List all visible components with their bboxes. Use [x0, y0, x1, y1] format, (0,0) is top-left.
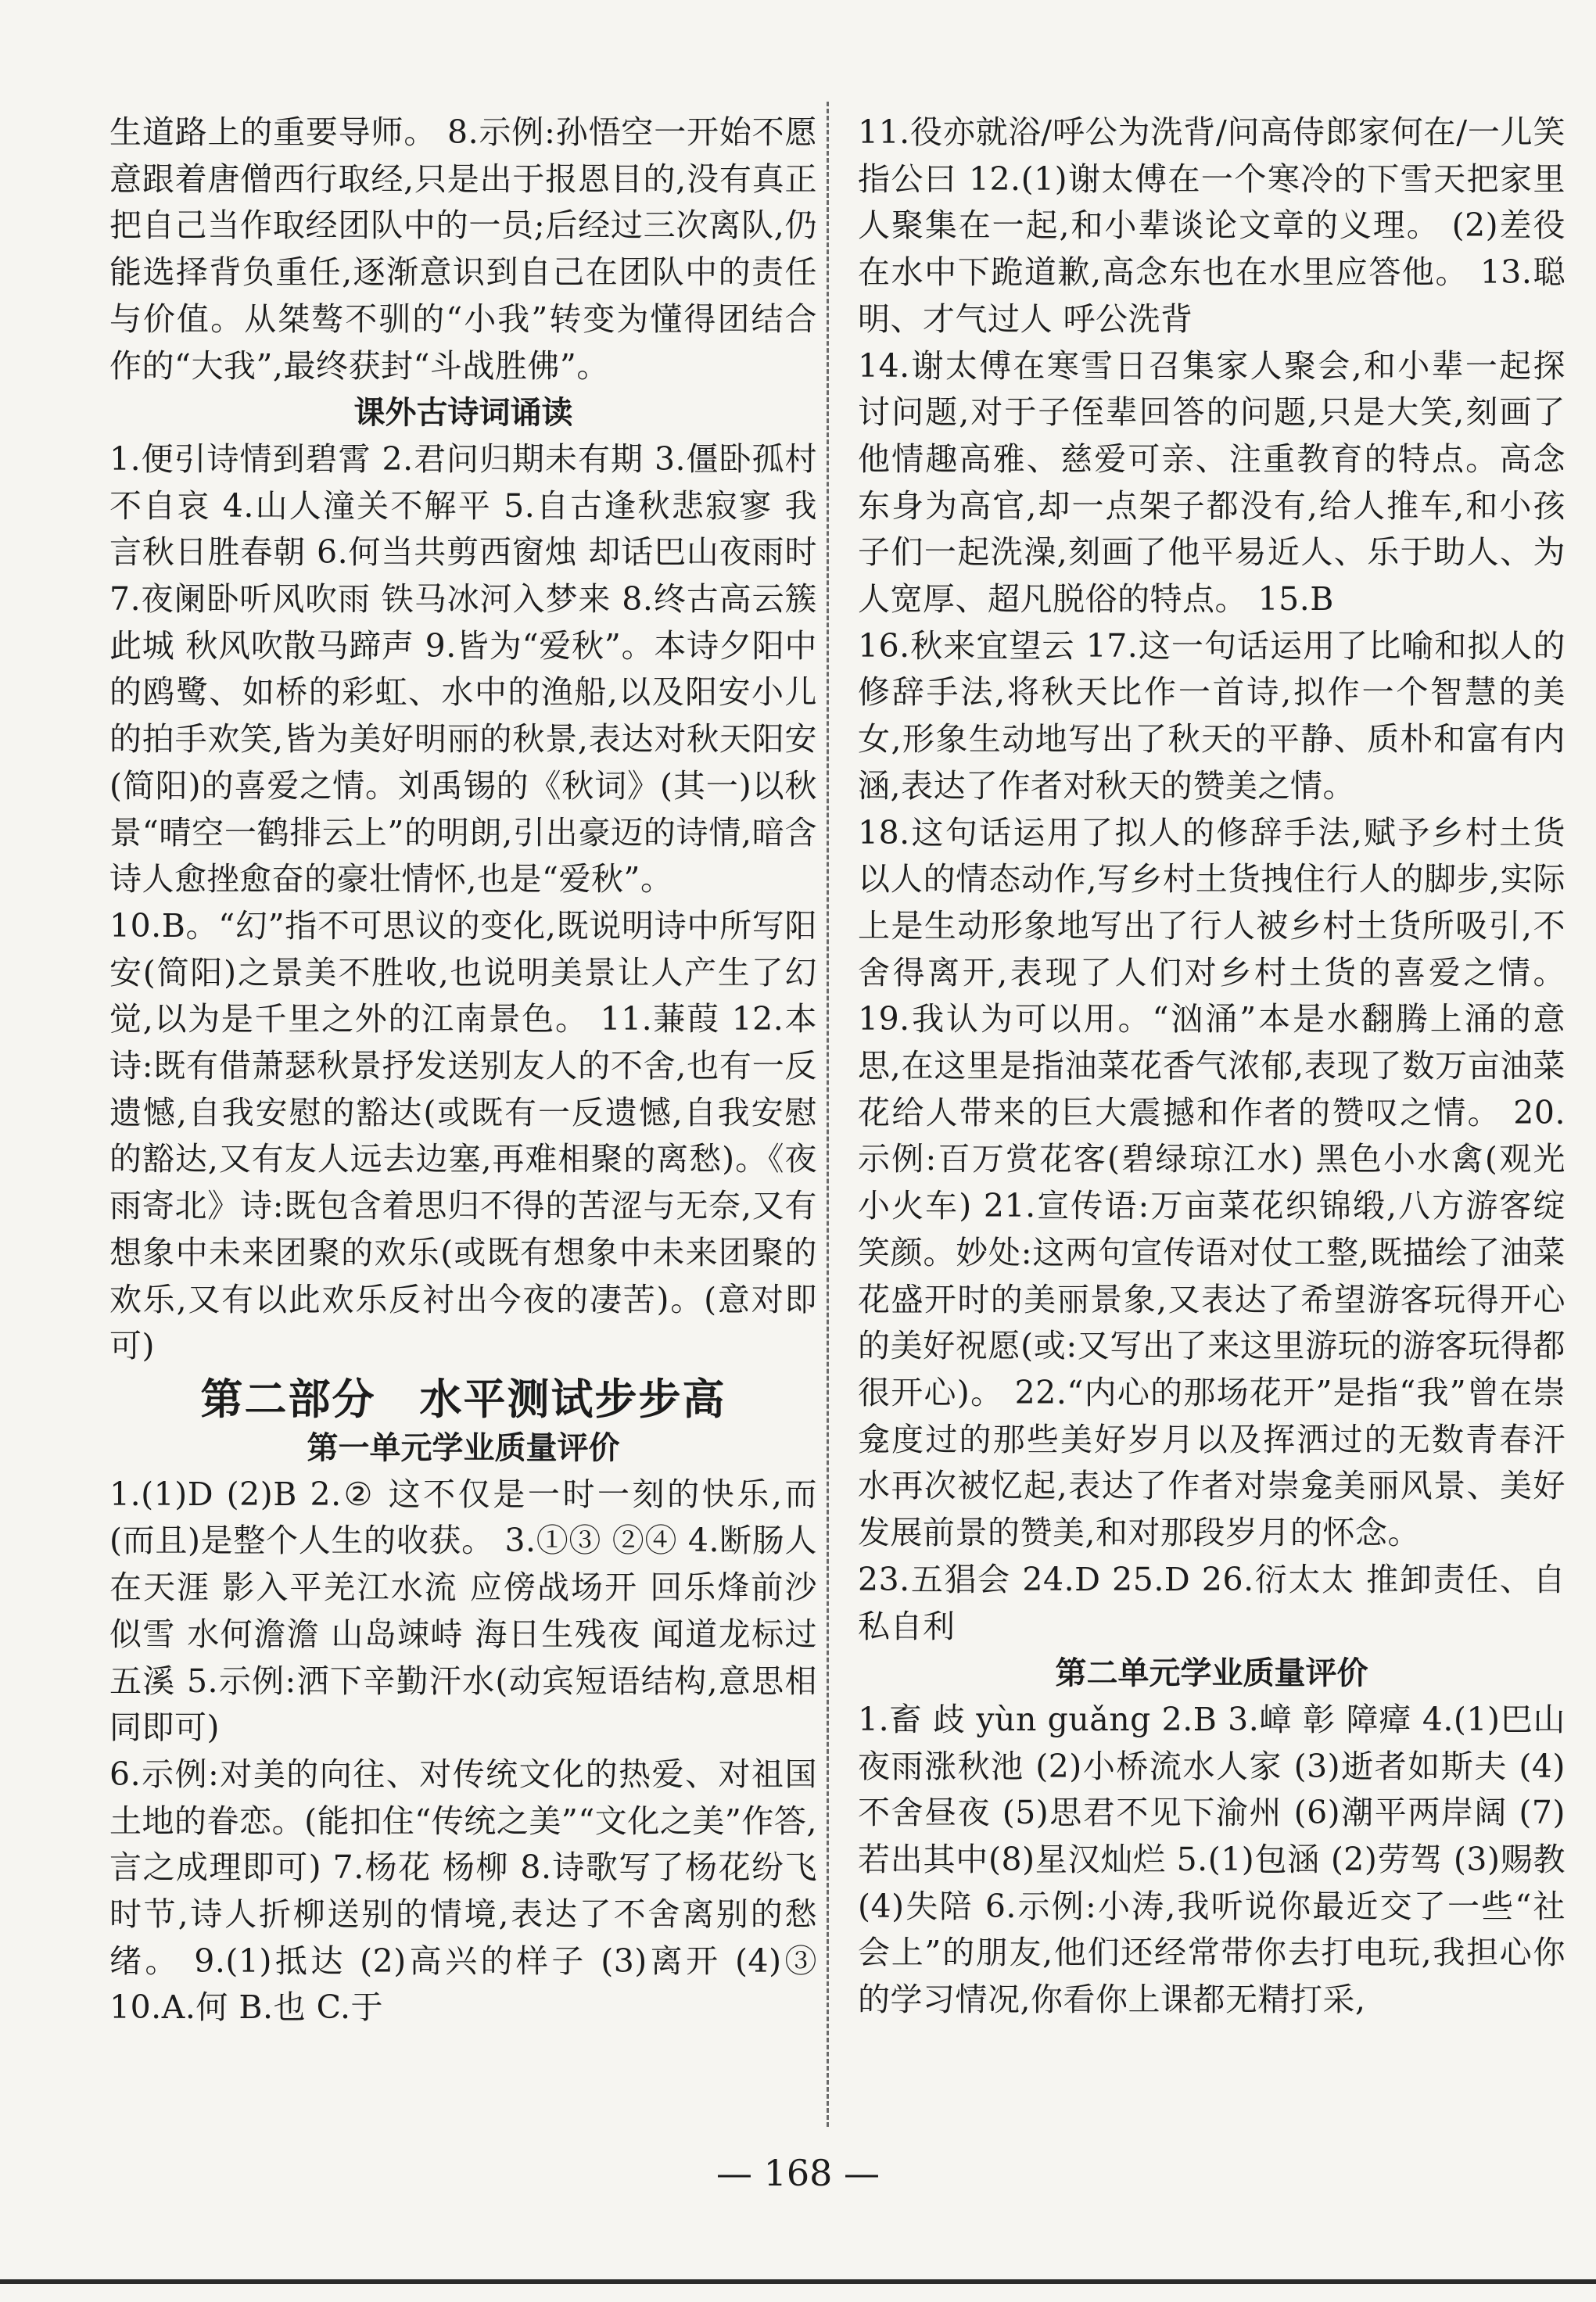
- right-para-3: 16.秋来宜望云 17.这一句话运用了比喻和拟人的修辞手法,将秋天比作一首诗,拟作一个智慧的美女,形象生动地写出了秋天的平静、质朴和富有内涵,表达了作者对秋天的赞美之情。: [858, 626, 1566, 805]
- left-para-5: 6.示例:对美的向往、对传统文化的热爱、对祖国土地的眷恋。(能扣住“传统之美”“文化之美”作答,言之成理即可) 7.杨花 杨柳 8.诗歌写了杨花纷飞时节,诗人折柳送别的情境,表达了不舍离别的愁绪。 9.(1)抵达 (2)高兴的样子 (3)离开 (4)③ 10.A.何 B.也 C.于: [109, 1755, 818, 2027]
- bottom-rule: [0, 2279, 1596, 2284]
- left-para-4: 1.(1)D (2)B 2.② 这不仅是一时一刻的快乐,而(而且)是整个人生的收获。 3.①③ ②④ 4.断肠人在天涯 影入平羌江水流 应傍战场开 回乐烽前沙似雪 水何澹澹 山岛竦峙 海日生残夜 闻道龙标过五溪 5.示例:洒下辛勤汗水(动宾短语结构,意思相同即可): [109, 1475, 817, 1747]
- column-divider: [827, 102, 829, 2127]
- left-column: [109, 109, 817, 2031]
- unit-two-evaluation-heading: 第二单元学业质量评价: [1055, 1655, 1368, 1692]
- right-para-4: 18.这句话运用了拟人的修辞手法,赋予乡村土货以人的情态动作,写乡村土货拽住行人的脚步,实际上是生动形象地写出了行人被乡村土货所吸引,不舍得离开,表现了人们对乡村土货的喜爱之情。 19.我认为可以用。“汹涌”本是水翻腾上涌的意思,在这里是指油菜花香气浓郁,表现了数万亩油菜花给人带来的巨大震撼和作者的赞叹之情。 20.示例:百万赏花客(碧绿琼江水) 黑色小水禽(观光小火车) 21.宣传语:万亩菜花织锦缎,八方游客绽笑颜。妙处:这两句宣传语对仗工整,既描绘了油菜花盛开时的美丽景象,又表达了希望游客玩得开心的美好祝愿(或:又写出了来这里游玩的游客玩得都很开心)。 22.“内心的那场花开”是指“我”曾在崇龛度过的那些美好岁月以及挥洒过的无数青春汗水再次被忆起,表达了作者对崇龛美丽风景、美好发展前景的赞美,和对那段岁月的怀念。: [858, 813, 1566, 1552]
- right-column: [858, 109, 1566, 2024]
- right-para-2: 14.谢太傅在寒雪日召集家人聚会,和小辈一起探讨问题,对于子侄辈回答的问题,只是大笑,刻画了他情趣高雅、慈爱可亲、注重教育的特点。高念东身为高官,却一点架子都没有,给人推车,和小孩子们一起洗澡,刻画了他平易近人、乐于助人、为人宽厚、超凡脱俗的特点。 15.B: [858, 346, 1566, 619]
- page-number: — 168 —: [716, 2152, 880, 2194]
- section-heading-extracurricular-poetry: 课外古诗词诵读: [353, 394, 573, 432]
- right-para-1: 11.役亦就浴/呼公为洗背/问高侍郎家何在/一儿笑指公曰 12.(1)谢太傅在一个寒冷的下雪天把家里人聚集在一起,和小辈谈论文章的义理。 (2)差役在水中下跪道歉,高念东也在水里应答他。 13.聪明、才气过人 呼公洗背: [858, 113, 1566, 338]
- left-para-3: 10.B。“幻”指不可思议的变化,既说明诗中所写阳安(简阳)之景美不胜收,也说明美景让人产生了幻觉,以为是千里之外的江南景色。 11.蒹葭 12.本诗:既有借萧瑟秋景抒发送别友人的不舍,也有一反遗憾,自我安慰的豁达(或既有一反遗憾,自我安慰的豁达,又有友人远去边塞,再难相聚的离愁)。《夜雨寄北》诗:既包含着思归不得的苦涩与无奈,又有想象中未来团聚的欢乐(或既有想象中未来团聚的欢乐,又有以此欢乐反衬出今夜的凄苦)。(意对即可): [109, 906, 817, 1365]
- left-para-2: 1.便引诗情到碧霄 2.君问归期未有期 3.僵卧孤村不自哀 4.山人潼关不解平 5.自古逢秋悲寂寥 我言秋日胜春朝 6.何当共剪西窗烛 却话巴山夜雨时 7.夜阑卧听风吹雨 铁马冰河入梦来 8.终古高云簇此城 秋风吹散马蹄声 9.皆为“爱秋”。本诗夕阳中的鸥鹭、如桥的彩虹、水中的渔船,以及阳安小儿的拍手欢笑,皆为美好明丽的秋景,表达对秋天阳安(简阳)的喜爱之情。刘禹锡的《秋词》(其一)以秋景“晴空一鹤排云上”的明朗,引出豪迈的诗情,暗含诗人愈挫愈奋的豪壮情怀,也是“爱秋”。: [109, 439, 817, 898]
- right-para-5: 23.五猖会 24.D 25.D 26.衍太太 推卸责任、自私自利: [858, 1560, 1566, 1645]
- left-para-1: 生道路上的重要导师。 8.示例:孙悟空一开始不愿意跟着唐僧西行取经,只是出于报恩目的,没有真正把自己当作取经团队中的一员;后经过三次离队,仍能选择背负重任,逐渐意识到自己在团队中的责任与价值。从桀骜不驯的“小我”转变为懂得团结合作的“大我”,最终获封“斗战胜佛”。: [109, 113, 817, 385]
- part-two-heading: 第二部分 水平测试步步高: [200, 1373, 726, 1424]
- right-para-6: 1.畜 歧 yùn guǎng 2.B 3.嶂 彰 障瘴 4.(1)巴山夜雨涨秋池 (2)小桥流水人家 (3)逝者如斯夫 (4)不舍昼夜 (5)思君不见下渝州 (6)潮平两岸阔 (7)若出其中(8)星汉灿烂 5.(1)包涵 (2)劳驾 (3)赐教(4)失陪 6.示例:小涛,我听说你最近交了一些“社会上”的朋友,他们还经常带你去打电玩,我担心你的学习情况,你看你上课都无精打采,: [858, 1700, 1566, 2019]
- unit-one-evaluation-heading: 第一单元学业质量评价: [307, 1429, 620, 1466]
